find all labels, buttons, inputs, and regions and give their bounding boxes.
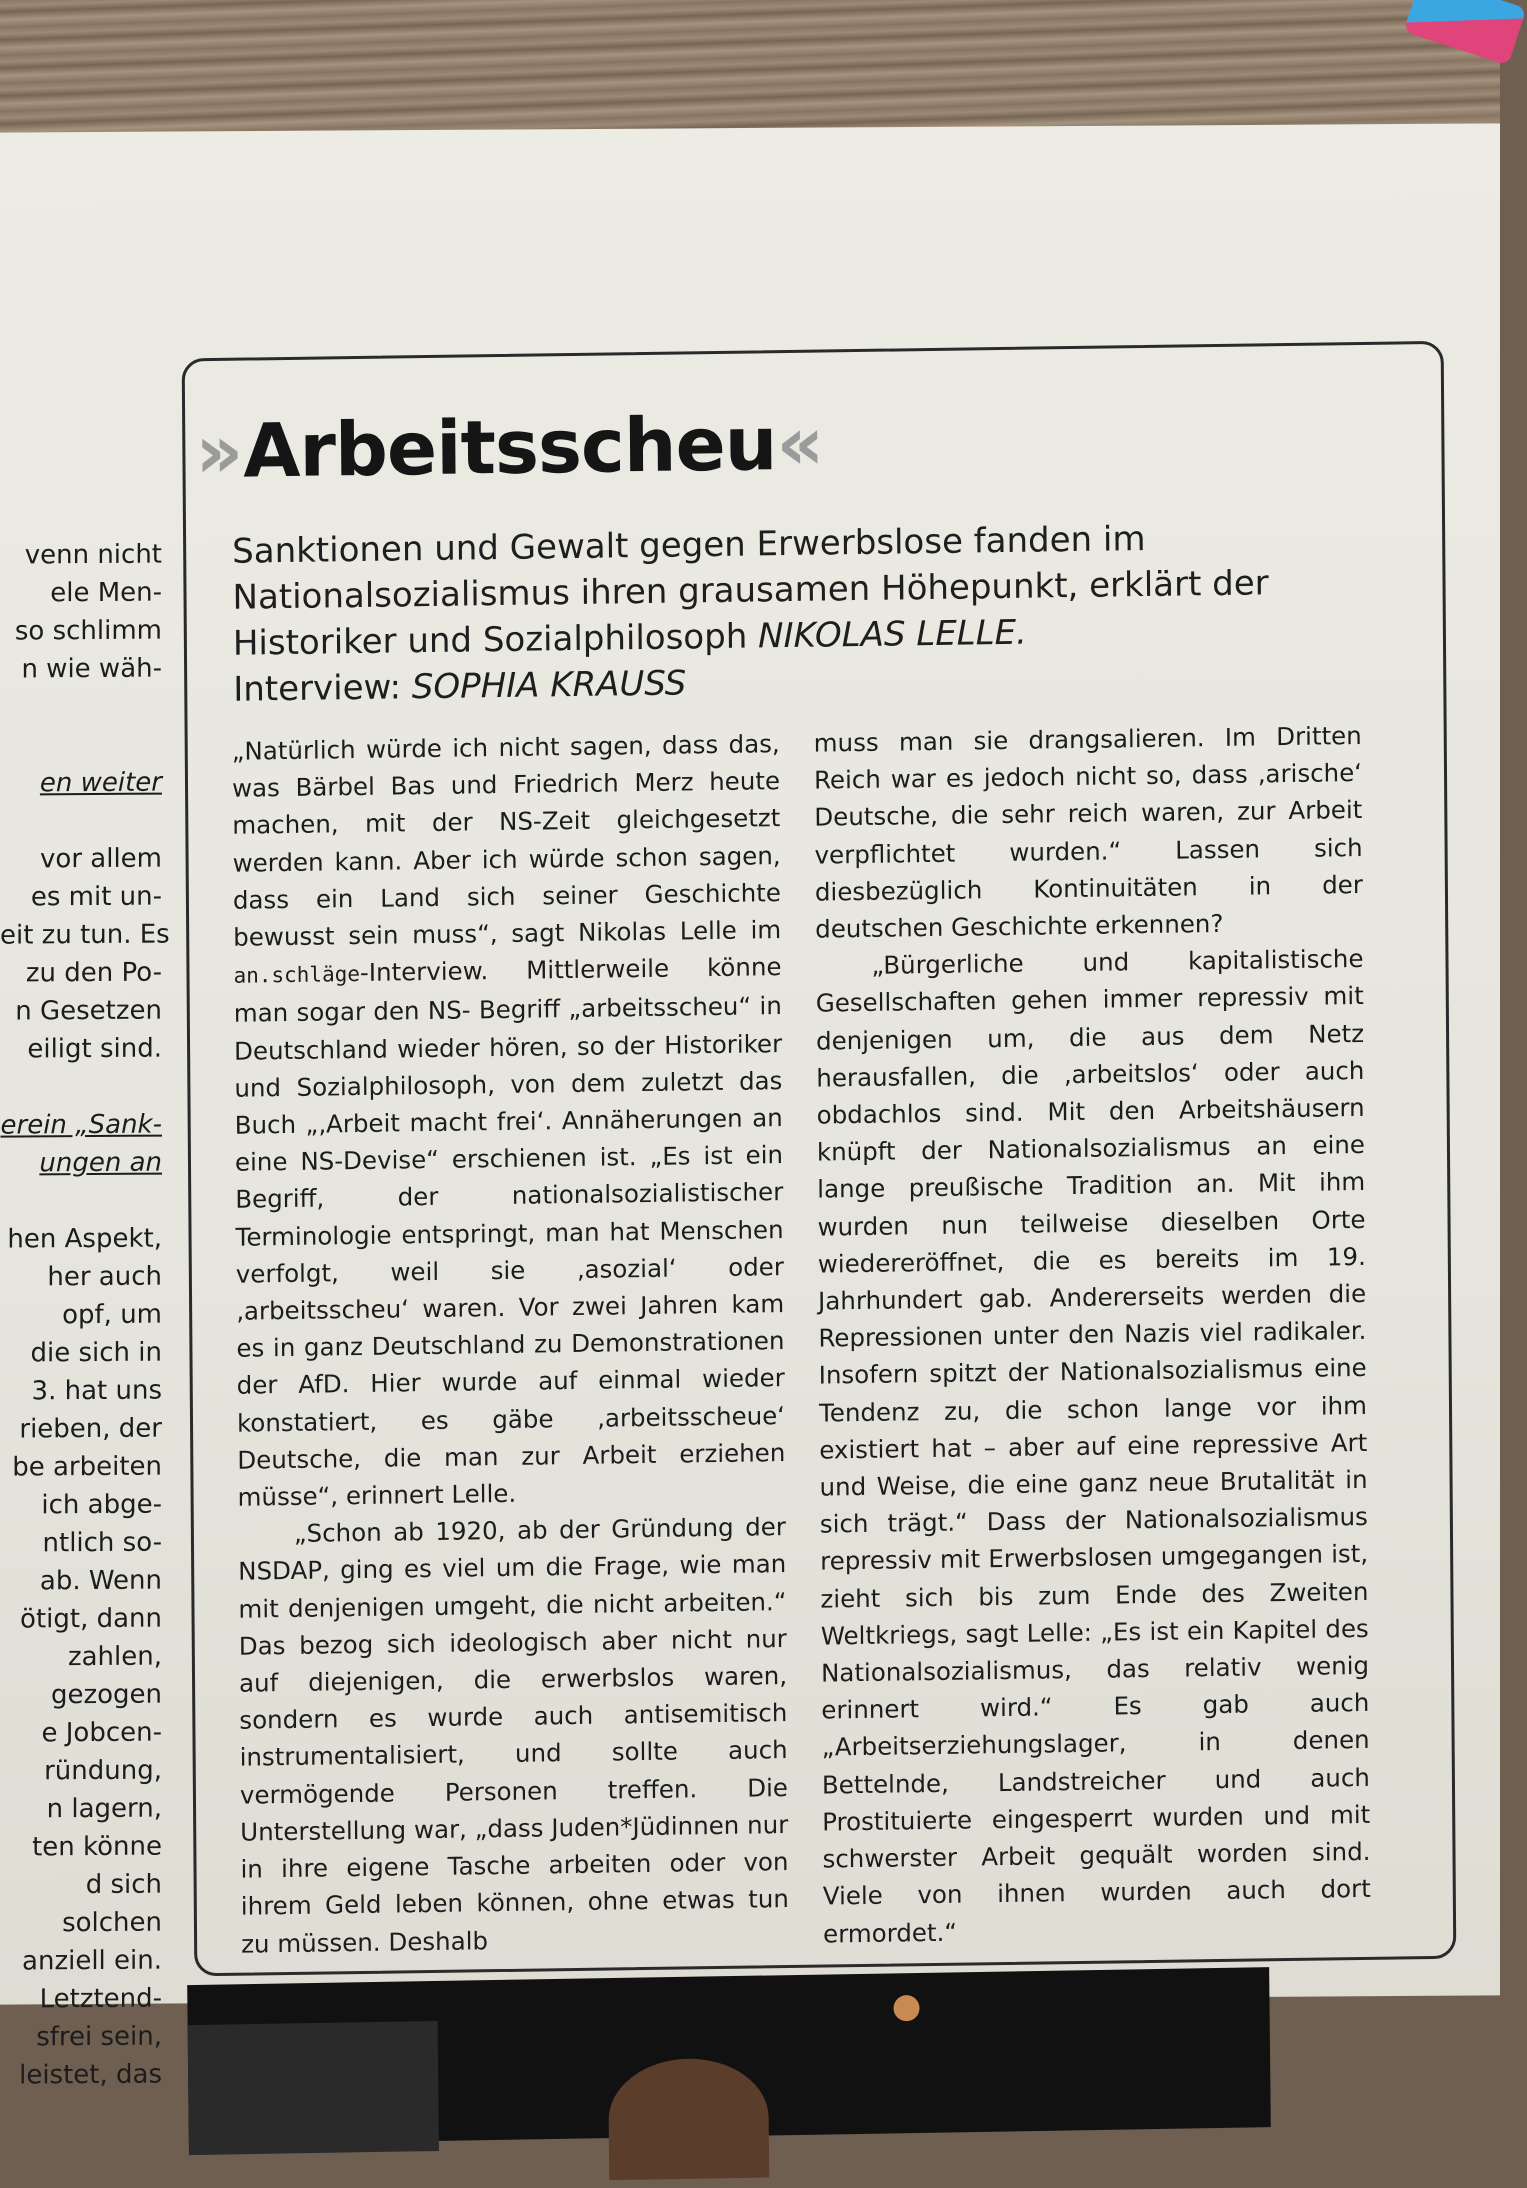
text-line: es mit un- [30, 881, 162, 913]
text-line: ich abge- [41, 1489, 162, 1521]
text-line: rieben, der [19, 1413, 162, 1445]
chevron-left-icon: » [195, 408, 244, 496]
text-line: eiligt sind. [27, 1033, 162, 1065]
text-line: ntlich so- [42, 1527, 162, 1559]
interviewer-name: SOPHIA KRAUSS [411, 663, 687, 708]
magazine-page [0, 123, 1500, 2091]
text-line: sfrei sein, [36, 2021, 162, 2053]
paragraph-text: „Natürlich würde ich nicht sagen, dass das, was Bärbel Bas und Friedrich Merz heute machen, mit der NS-Zeit gleichgesetzt werden kann. Aber ich würde schon sagen, dass ein Land sich seiner Geschichte bewusst sein muss“, sagt Nikolas Lelle im [231, 729, 782, 952]
article-title: Arbeitsscheu [242, 401, 777, 495]
line-gap [0, 688, 172, 727]
lead-text: Sanktionen und Gewalt gegen Erwerbslose fanden im Nationalsozialismus ihren grausamen Höhepunkt, erklärt der Historiker und Sozialphilosoph [232, 519, 1269, 664]
text-line: die sich in [30, 1337, 162, 1369]
magazine-name: an.schläge [233, 962, 361, 988]
text-line: zahlen, [67, 1641, 162, 1673]
photo-background [188, 2021, 439, 2155]
text-line: eit zu tun. Es [0, 919, 170, 951]
text-line: solchen [62, 1907, 162, 1939]
paragraph-text: -Interview. Mittlerweile könne man sogar den NS- Begriff „arbeitsscheu“ in Deutschland wieder hören, so der Historiker und Sozialphilosoph, von dem zuletzt das Buch „‚Arbeit macht frei‘. Annäherungen an eine NS-Devise“ erschienen ist. „Es ist ein Begriff, der nationalsozialistischer Terminologie entspringt, man hat Menschen verfolgt, weil sie ‚asozial‘ oder ‚arbeitsscheu‘ waren. Vor zwei Jahren kam es in ganz Deutschland zu Demonstrationen der AfD. Hier wurde auf einmal wieder konstatiert, es gäbe ‚arbeitsscheue‘ Deutsche, die man zur Arbeit erziehen müsse“, erinnert Lelle. [233, 952, 786, 1512]
interview-label: Interview: [233, 667, 402, 710]
text-line: her auch [47, 1261, 162, 1293]
text-line: ten könne [32, 1831, 162, 1863]
text-line: so schlimm [14, 615, 162, 647]
text-line: zu den Po- [25, 957, 162, 989]
paragraph [232, 725, 786, 1516]
text-line: anziell ein. [22, 1945, 162, 1977]
line-gap [0, 1068, 172, 1107]
line-gap [0, 726, 172, 765]
article-column-1 [232, 725, 790, 1962]
wooden-table-background [0, 0, 1500, 140]
photo-person [608, 2057, 769, 2180]
link-text: ungen an [39, 1147, 162, 1179]
text-line: hen Aspekt, [7, 1223, 162, 1255]
text-line: d sich [85, 1869, 162, 1901]
article-column-2 [814, 717, 1372, 1952]
text-line: be arbeiten [12, 1451, 162, 1483]
link-text: en weiter [39, 767, 162, 799]
line-gap [0, 1182, 172, 1221]
text-line: n wie wäh- [21, 653, 162, 685]
article-photo [187, 1967, 1271, 2145]
paragraph: „Bürgerliche und kapitalistische Gesellschaften gehen immer repressiv mit denjenigen um, die aus dem Netz herausfallen, die ‚arbeitslos‘ oder auch obdachlos sind. Mit den Arbeitshäusern knüpft der Nationalsozialismus an eine lange preußische Tradition an. Mit ihm wurden nun teilweise dieselben Orte wiedereröffnet, die es bereits im 19. Jahrhundert gab. Andererseits werden die Repressionen unter den Nazis viel radikaler. Insofern spitzt der Nationalsozialismus eine Tendenz zu, die schon lange vor ihm existiert hat – aber auf eine repressive Art und Weise, die eine ganz neue Brutalität in sich trägt.“ Dass der Nationalsozialismus repressiv mit Erwerbslosen umgegangen ist, zieht sich bis zum Ende des Zweiten Weltkriegs, sagt Lelle: „Es ist ein Kapitel des Nationalsozialismus, das relativ wenig erinnert wird.“ Es gab auch „Arbeitserziehungslager, in denen Bettelnde, Landstreicher und auch Prostituierte eingesperrt wurden und mit schwerster Arbeit gequält worden sind. Viele von ihnen wurden auch dort ermordet.“ [815, 944, 1371, 1949]
marker-pen-image [1403, 0, 1526, 66]
text-line: Letztend- [39, 1983, 162, 2015]
text-line: 3. hat uns [31, 1375, 162, 1407]
article-lead [232, 513, 1333, 712]
previous-article-column [0, 536, 172, 2095]
author-name: NIKOLAS LELLE. [757, 612, 1028, 657]
link-text: erein „Sank- [0, 1109, 162, 1141]
photo-lamp [893, 1995, 919, 2021]
line-gap [0, 802, 172, 841]
text-line: n Gesetzen [15, 995, 162, 1027]
text-line: ötigt, dann [20, 1603, 162, 1635]
text-line: ele Men- [50, 577, 162, 609]
text-line: vor allem [40, 843, 162, 875]
text-line: opf, um [62, 1299, 162, 1331]
text-line: leistet, das [19, 2059, 162, 2091]
text-line: venn nicht [24, 539, 162, 571]
text-line: e Jobcen- [41, 1717, 162, 1749]
chevron-right-icon: « [776, 400, 825, 488]
text-line: gezogen [50, 1679, 162, 1711]
article-headline [195, 400, 825, 496]
article-box [182, 341, 1457, 1976]
text-line: ab. Wenn [39, 1565, 162, 1597]
paragraph: muss man sie drangsalieren. Im Dritten Reich war es jedoch nicht so, dass ‚arische‘ Deutsche, die sehr reich waren, zur Arbeit verpflichtet wurden.“ Lassen sich diesbezüglich Kontinuitäten in der deutschen Geschichte erkennen? [813, 720, 1364, 944]
text-line: ründung, [44, 1755, 162, 1787]
text-line: n lagern, [46, 1793, 162, 1825]
paragraph: „Schon ab 1920, ab der Gründung der NSDAP, ging es viel um die Frage, wie man mit denjenigen umgeht, die nicht arbeiten.“ Das bezog sich ideologisch aber nicht nur auf diejenigen, die erwerbslos waren, sondern es wurde auch antisemitisch instrumentalisiert, und sollte auch vermögende Personen treffen. Die Unterstellung war, „dass Juden*Jüdinnen nur in ihre eigene Tasche arbeiten oder von ihrem Geld leben können, ohne etwas tun zu müssen. Deshalb [238, 1512, 789, 1959]
